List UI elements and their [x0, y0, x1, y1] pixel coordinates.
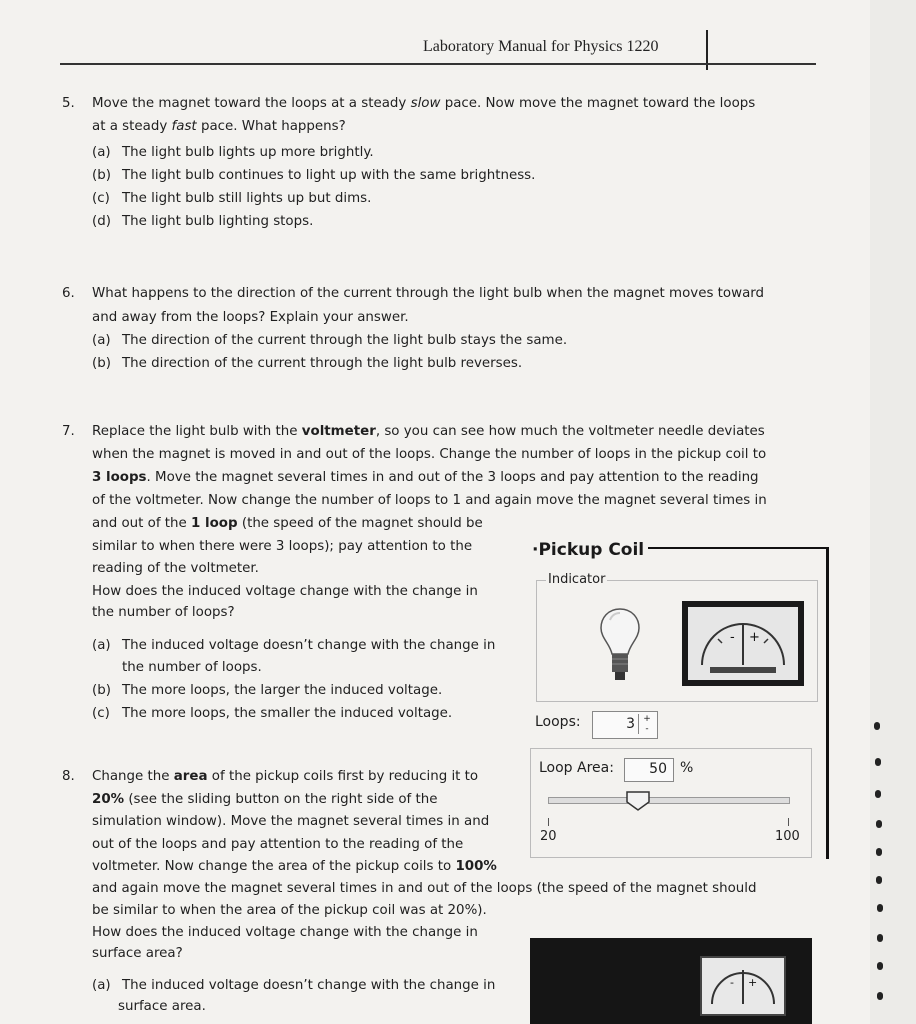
spinner-down-icon[interactable]: - — [645, 724, 649, 734]
q8-number: 8. — [62, 769, 75, 784]
q8-line-4: out of the loops and pay attention to the reading of the — [92, 837, 464, 852]
voltmeter-dial — [688, 607, 798, 680]
binder-hole — [877, 992, 883, 1000]
slider-max-label: 100 — [775, 829, 800, 844]
q8-option-a[interactable]: (a) The induced voltage doesn’t change with the change in — [92, 978, 496, 993]
binder-hole — [877, 962, 883, 970]
q7-option-c[interactable]: (c) The more loops, the smaller the induced voltage. — [92, 706, 453, 721]
loop-area-slider-thumb[interactable] — [625, 790, 651, 812]
q8-line-1: Change the area of the pickup coils first by reducing it to — [92, 769, 479, 784]
pickup-coil-title: ·Pickup Coil — [532, 540, 645, 560]
binder-hole — [877, 934, 883, 942]
header-rule — [60, 63, 816, 65]
loop-area-slider-track[interactable] — [548, 797, 790, 804]
lightbulb-icon[interactable] — [598, 606, 642, 686]
loops-spinner[interactable] — [638, 714, 655, 734]
spinner-up-icon[interactable]: + — [643, 714, 651, 724]
loops-label: Loops: — [535, 714, 581, 730]
q7-option-a[interactable]: (a) The induced voltage doesn’t change with the change in — [92, 638, 496, 653]
q7-line-4: of the voltmeter. Now change the number of loops to 1 and again move the magnet several times in — [92, 493, 767, 508]
q7-line-9: the number of loops? — [92, 605, 235, 620]
binder-hole — [874, 722, 880, 730]
q5-line-1: Move the magnet toward the loops at a steady slow pace. Now move the magnet toward the loops — [92, 96, 756, 111]
loops-stepper[interactable] — [592, 711, 658, 739]
q6-option-b[interactable]: (b) The direction of the current through the light bulb reverses. — [92, 356, 523, 371]
page-header-title: Laboratory Manual for Physics 1220 — [423, 38, 659, 55]
q6-number: 6. — [62, 286, 75, 301]
q5-option-d[interactable]: (d) The light bulb lighting stops. — [92, 214, 314, 229]
binder-hole — [877, 904, 883, 912]
q5-option-b[interactable]: (b) The light bulb continues to light up with the same brightness. — [92, 168, 536, 183]
q8-line-5: voltmeter. Now change the area of the pickup coils to 100% — [92, 859, 497, 874]
q7-option-a-cont: the number of loops. — [122, 660, 262, 675]
q7-line-6: similar to when there were 3 loops); pay attention to the — [92, 539, 473, 554]
q7-line-8: How does the induced voltage change with the change in — [92, 584, 478, 599]
q6-line-1: What happens to the direction of the current through the light bulb when the magnet moves toward — [92, 286, 765, 301]
q8-line-8: How does the induced voltage change with the change in — [92, 925, 478, 940]
q7-number: 7. — [62, 424, 75, 439]
q6-line-2: and away from the loops? Explain your answer. — [92, 310, 409, 325]
mini-voltmeter-icon — [700, 956, 786, 1016]
binder-hole — [875, 758, 881, 766]
q5-number: 5. — [62, 96, 75, 111]
q7-line-1: Replace the light bulb with the voltmeter, so you can see how much the voltmeter needle deviates — [92, 424, 765, 439]
slider-tick-max — [788, 818, 789, 826]
loop-area-input[interactable] — [624, 758, 674, 782]
q8-line-2: 20% (see the sliding button on the right side of the — [92, 792, 438, 807]
q7-option-b[interactable]: (b) The more loops, the larger the induced voltage. — [92, 683, 443, 698]
mini-meter-plus-label: + — [748, 976, 758, 989]
binder-hole — [876, 820, 882, 828]
q7-line-3: 3 loops. Move the magnet several times in and out of the 3 loops and pay attention to the reading — [92, 470, 759, 485]
loop-area-label: Loop Area: — [539, 760, 614, 776]
slider-tick-min — [548, 818, 549, 826]
q6-option-a[interactable]: (a) The direction of the current through the light bulb stays the same. — [92, 333, 568, 348]
loops-value: 3 — [626, 716, 635, 732]
indicator-label: Indicator — [548, 572, 606, 587]
q7-line-2: when the magnet is moved in and out of the loops. Change the number of loops in the pickup coil to — [92, 447, 767, 462]
q5-line-2: at a steady fast pace. What happens? — [92, 119, 346, 134]
q7-line-7: reading of the voltmeter. — [92, 561, 259, 576]
q8-line-7: be similar to when the area of the pickup coil was at 20%). — [92, 903, 487, 918]
q5-option-c[interactable]: (c) The light bulb still lights up but dims. — [92, 191, 372, 206]
mini-meter-minus-label: - — [730, 976, 734, 989]
voltmeter-icon[interactable] — [682, 601, 804, 686]
q8-line-6: and again move the magnet several times in and out of the loops (the speed of the magnet should — [92, 881, 757, 896]
binder-hole — [875, 790, 881, 798]
q5-option-a[interactable]: (a) The light bulb lights up more brightly. — [92, 145, 374, 160]
meter-minus-label: - — [730, 630, 735, 645]
q8-option-a-cont: surface area. — [118, 999, 206, 1014]
sim-frame-right — [826, 547, 829, 859]
meter-plus-label: + — [749, 630, 760, 645]
q8-line-3: simulation window). Move the magnet several times in and — [92, 814, 490, 829]
q7-line-5: and out of the 1 loop (the speed of the magnet should be — [92, 516, 483, 531]
q8-line-9: surface area? — [92, 946, 183, 961]
sim-frame-top — [648, 547, 828, 549]
slider-min-label: 20 — [540, 829, 557, 844]
loop-area-value: 50 — [649, 761, 667, 777]
binder-hole — [876, 848, 882, 856]
loop-area-unit: % — [680, 760, 694, 776]
binder-hole — [876, 876, 882, 884]
